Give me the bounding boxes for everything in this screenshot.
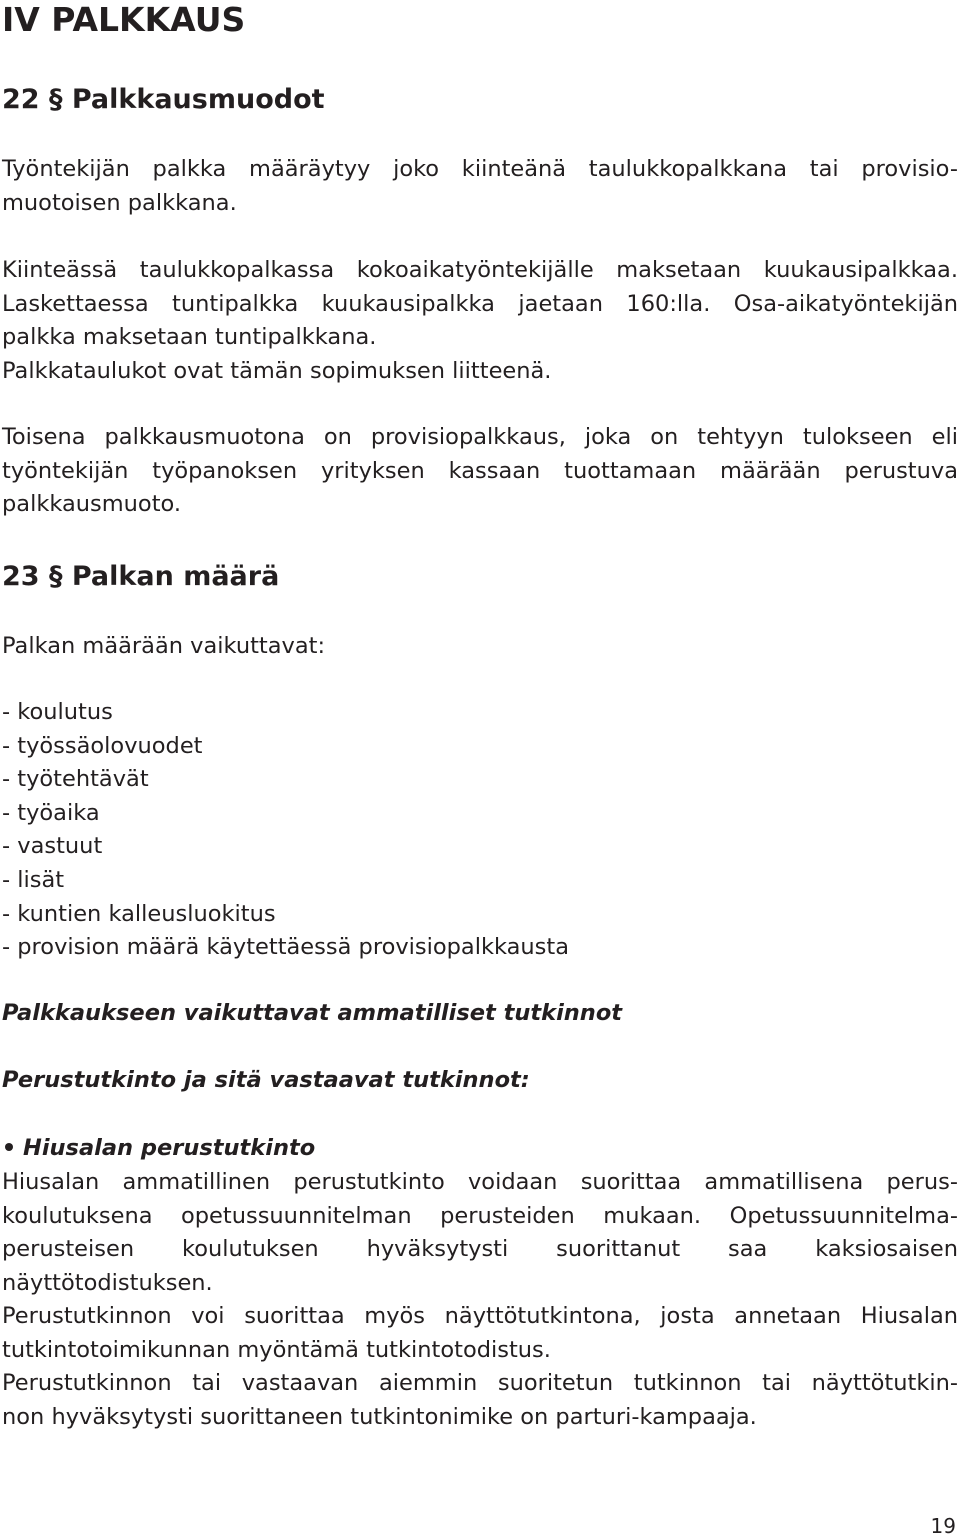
- list-item: - vastuut: [2, 833, 103, 860]
- salary-factors-list: [2, 696, 569, 965]
- paragraph-line: non hyväksytysti suorittaneen tutkintonimike on parturi-kampaaja.: [2, 1403, 757, 1430]
- subheading-basic-qualification: Perustutkinto ja sitä vastaavat tutkinnot:: [2, 1067, 530, 1093]
- chapter-title: IV PALKKAUS: [2, 0, 246, 39]
- paragraph-line: Työntekijän palkka määräytyy joko kiinteänä taulukkopalkkana tai provisio-: [2, 156, 958, 182]
- paragraph-line: palkka maksetaan tuntipalkkana.: [2, 324, 377, 350]
- section-23-title: 23 § Palkan määrä: [2, 561, 280, 592]
- paragraph-line: Toisena palkkausmuotona on provisiopalkkaus, joka on tehtyyn tulokseen eli: [2, 424, 958, 450]
- list-item: - provision määrä käytettäessä provisiopalkkausta: [2, 934, 570, 961]
- paragraph-line: perusteisen koulutuksen hyväksytysti suorittanut saa kaksiosaisen: [2, 1236, 958, 1262]
- bullet-heading-label: Hiusalan perustutkinto: [23, 1135, 316, 1161]
- section-22-paragraph-3: [2, 421, 958, 522]
- list-item: - lisät: [2, 866, 65, 893]
- paragraph-line: palkkausmuoto.: [2, 491, 182, 517]
- paragraph-line: Palkkataulukot ovat tämän sopimuksen liitteenä.: [2, 357, 552, 384]
- page-number: 19: [930, 1514, 956, 1538]
- paragraph-line: Laskettaessa tuntipalkka kuukausipalkka jaetaan 160:lla. Osa-aikatyöntekijän: [2, 290, 958, 317]
- section-23-intro: [2, 630, 958, 664]
- bullet-icon: [5, 1143, 13, 1151]
- list-item: - työaika: [2, 799, 100, 826]
- list-item: - koulutus: [2, 699, 113, 725]
- qualification-description: [2, 1166, 958, 1434]
- list-item: - työtehtävät: [2, 766, 149, 793]
- section-22-paragraph-1: [2, 153, 958, 220]
- paragraph-line: Hiusalan ammatillinen perustutkinto voidaan suorittaa ammatillisena perus-: [2, 1169, 958, 1195]
- list-item: - kuntien kalleusluokitus: [2, 900, 276, 927]
- paragraph-line: tutkintotoimikunnan myöntämä tutkintotodistus.: [2, 1336, 551, 1363]
- paragraph-line: muotoisen palkkana.: [2, 189, 237, 216]
- paragraph-line: koulutuksena opetussuunnitelman perusteiden mukaan. Opetussuunnitelma-: [2, 1202, 958, 1229]
- bullet-heading-hair-qualification: [2, 1132, 315, 1165]
- paragraph-line: Perustutkinnon tai vastaavan aiemmin suoritetun tutkinnon tai näyttötutkin-: [2, 1370, 958, 1396]
- paragraph-line: näyttötodistuksen.: [2, 1269, 213, 1296]
- section-22-paragraph-2: [2, 254, 958, 388]
- section-22-title: 22 § Palkkausmuodot: [2, 84, 325, 115]
- paragraph-line: Palkan määrään vaikuttavat:: [2, 633, 326, 659]
- list-item: - työssäolovuodet: [2, 732, 203, 759]
- paragraph-line: Perustutkinnon voi suorittaa myös näyttötutkintona, josta annetaan Hiusalan: [2, 1303, 958, 1329]
- subheading-vocational-qualifications: Palkkaukseen vaikuttavat ammatilliset tutkinnot: [2, 1000, 623, 1026]
- paragraph-line: työntekijän työpanoksen yrityksen kassaan tuottamaan määrään perustuva: [2, 457, 958, 484]
- paragraph-line: Kiinteässä taulukkopalkassa kokoaikatyöntekijälle maksetaan kuukausipalkkaa.: [2, 257, 958, 283]
